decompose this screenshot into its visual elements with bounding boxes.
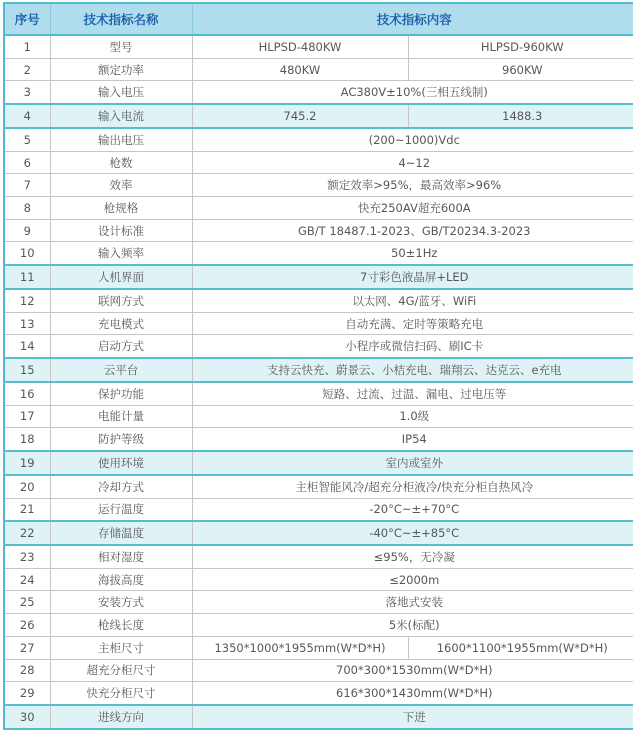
spec-value-cell: 1488.3	[408, 104, 633, 128]
spec-value-cell: 7寸彩色液晶屏+LED	[192, 265, 633, 289]
spec-name-cell: 相对湿度	[50, 545, 192, 568]
row-number-cell: 10	[4, 242, 50, 265]
spec-name-cell: 输出电压	[50, 128, 192, 151]
spec-value-cell: HLPSD-960KW	[408, 35, 633, 58]
row-number-cell: 26	[4, 614, 50, 637]
row-number-cell: 4	[4, 104, 50, 128]
spec-name-cell: 保护功能	[50, 382, 192, 405]
table-row	[4, 568, 633, 591]
spec-value-cell: (200~1000)Vdc	[192, 128, 633, 151]
table-row	[4, 405, 633, 428]
spec-value-cell: HLPSD-480KW	[192, 35, 408, 58]
spec-value-cell: 落地式安装	[192, 591, 633, 614]
row-number-cell: 3	[4, 81, 50, 104]
spec-name-cell: 额定功率	[50, 58, 192, 81]
row-number-cell: 28	[4, 659, 50, 682]
spec-value-cell: 4~12	[192, 151, 633, 174]
table-row	[4, 498, 633, 521]
row-number-cell: 19	[4, 451, 50, 475]
spec-table-body	[4, 35, 633, 729]
spec-value-cell: 以太网、4G/蓝牙、WiFi	[192, 289, 633, 312]
spec-name-cell: 云平台	[50, 358, 192, 382]
spec-value-cell: 自动充满、定时等策略充电	[192, 312, 633, 335]
spec-value-cell: ≤2000m	[192, 568, 633, 591]
spec-name-cell: 安装方式	[50, 591, 192, 614]
spec-name-cell: 输入电流	[50, 104, 192, 128]
spec-value-cell: AC380V±10%(三相五线制)	[192, 81, 633, 104]
spec-value-cell: IP54	[192, 428, 633, 451]
row-number-cell: 14	[4, 335, 50, 358]
table-row	[4, 705, 633, 729]
table-row	[4, 289, 633, 312]
spec-value-cell: -20°C~±+70°C	[192, 498, 633, 521]
row-number-cell: 7	[4, 174, 50, 197]
spec-name-cell: 型号	[50, 35, 192, 58]
spec-name-cell: 充电模式	[50, 312, 192, 335]
row-number-cell: 30	[4, 705, 50, 729]
table-row	[4, 382, 633, 405]
header-no: 序号	[4, 3, 50, 35]
spec-value-cell: 下进	[192, 705, 633, 729]
spec-name-cell: 海拔高度	[50, 568, 192, 591]
spec-name-cell: 主柜尺寸	[50, 636, 192, 659]
spec-value-cell: 1600*1100*1955mm(W*D*H)	[408, 636, 633, 659]
row-number-cell: 5	[4, 128, 50, 151]
row-number-cell: 23	[4, 545, 50, 568]
spec-value-cell: 700*300*1530mm(W*D*H)	[192, 659, 633, 682]
header-name: 技术指标名称	[50, 3, 192, 35]
row-number-cell: 16	[4, 382, 50, 405]
table-row	[4, 219, 633, 242]
spec-value-cell: 745.2	[192, 104, 408, 128]
spec-value-cell: 小程序或微信扫码、刷IC卡	[192, 335, 633, 358]
spec-value-cell: ≤95%，无冷凝	[192, 545, 633, 568]
header-content: 技术指标内容	[192, 3, 633, 35]
spec-name-cell: 冷却方式	[50, 475, 192, 498]
table-row	[4, 358, 633, 382]
row-number-cell: 12	[4, 289, 50, 312]
table-row	[4, 151, 633, 174]
spec-name-cell: 启动方式	[50, 335, 192, 358]
spec-value-cell: 支持云快充、蔚景云、小桔充电、瑞翔云、达克云、e充电	[192, 358, 633, 382]
spec-value-cell: 1350*1000*1955mm(W*D*H)	[192, 636, 408, 659]
spec-value-cell: 616*300*1430mm(W*D*H)	[192, 682, 633, 705]
table-row	[4, 174, 633, 197]
table-row	[4, 682, 633, 705]
table-row	[4, 428, 633, 451]
table-row	[4, 335, 633, 358]
row-number-cell: 6	[4, 151, 50, 174]
table-row	[4, 81, 633, 104]
table-row	[4, 265, 633, 289]
spec-name-cell: 存储温度	[50, 521, 192, 545]
spec-value-cell: 50±1Hz	[192, 242, 633, 265]
table-row	[4, 104, 633, 128]
table-row	[4, 242, 633, 265]
table-row	[4, 35, 633, 58]
row-number-cell: 24	[4, 568, 50, 591]
spec-name-cell: 运行温度	[50, 498, 192, 521]
spec-value-cell: 480KW	[192, 58, 408, 81]
table-row	[4, 475, 633, 498]
row-number-cell: 22	[4, 521, 50, 545]
row-number-cell: 20	[4, 475, 50, 498]
row-number-cell: 15	[4, 358, 50, 382]
row-number-cell: 27	[4, 636, 50, 659]
table-row	[4, 636, 633, 659]
spec-value-cell: 额定效率>95%，最高效率>96%	[192, 174, 633, 197]
row-number-cell: 21	[4, 498, 50, 521]
spec-name-cell: 人机界面	[50, 265, 192, 289]
spec-name-cell: 枪数	[50, 151, 192, 174]
spec-value-cell: 快充250AV超充600A	[192, 197, 633, 220]
row-number-cell: 13	[4, 312, 50, 335]
spec-name-cell: 输入频率	[50, 242, 192, 265]
spec-value-cell: 短路、过流、过温、漏电、过电压等	[192, 382, 633, 405]
spec-name-cell: 超充分柜尺寸	[50, 659, 192, 682]
row-number-cell: 2	[4, 58, 50, 81]
spec-name-cell: 联网方式	[50, 289, 192, 312]
row-number-cell: 25	[4, 591, 50, 614]
table-row	[4, 312, 633, 335]
row-number-cell: 17	[4, 405, 50, 428]
spec-value-cell: 室内或室外	[192, 451, 633, 475]
table-row	[4, 545, 633, 568]
spec-value-cell: 5米(标配)	[192, 614, 633, 637]
row-number-cell: 29	[4, 682, 50, 705]
spec-name-cell: 防护等级	[50, 428, 192, 451]
spec-value-cell: GB/T 18487.1-2023、GB/T20234.3-2023	[192, 219, 633, 242]
header-row	[4, 3, 633, 35]
table-row	[4, 659, 633, 682]
table-row	[4, 197, 633, 220]
row-number-cell: 11	[4, 265, 50, 289]
row-number-cell: 8	[4, 197, 50, 220]
spec-value-cell: 960KW	[408, 58, 633, 81]
spec-name-cell: 快充分柜尺寸	[50, 682, 192, 705]
spec-name-cell: 枪规格	[50, 197, 192, 220]
table-row	[4, 614, 633, 637]
spec-name-cell: 效率	[50, 174, 192, 197]
spec-name-cell: 输入电压	[50, 81, 192, 104]
spec-name-cell: 枪线长度	[50, 614, 192, 637]
row-number-cell: 9	[4, 219, 50, 242]
row-number-cell: 18	[4, 428, 50, 451]
table-row	[4, 128, 633, 151]
spec-value-cell: 主柜智能风冷/超充分柜液冷/快充分柜自热风冷	[192, 475, 633, 498]
spec-value-cell: -40°C~±+85°C	[192, 521, 633, 545]
spec-value-cell: 1.0级	[192, 405, 633, 428]
table-row	[4, 451, 633, 475]
table-row	[4, 58, 633, 81]
row-number-cell: 1	[4, 35, 50, 58]
spec-name-cell: 设计标准	[50, 219, 192, 242]
spec-table	[3, 2, 633, 730]
table-row	[4, 591, 633, 614]
spec-name-cell: 电能计量	[50, 405, 192, 428]
spec-table-header	[4, 3, 633, 35]
spec-name-cell: 进线方向	[50, 705, 192, 729]
spec-name-cell: 使用环境	[50, 451, 192, 475]
table-row	[4, 521, 633, 545]
